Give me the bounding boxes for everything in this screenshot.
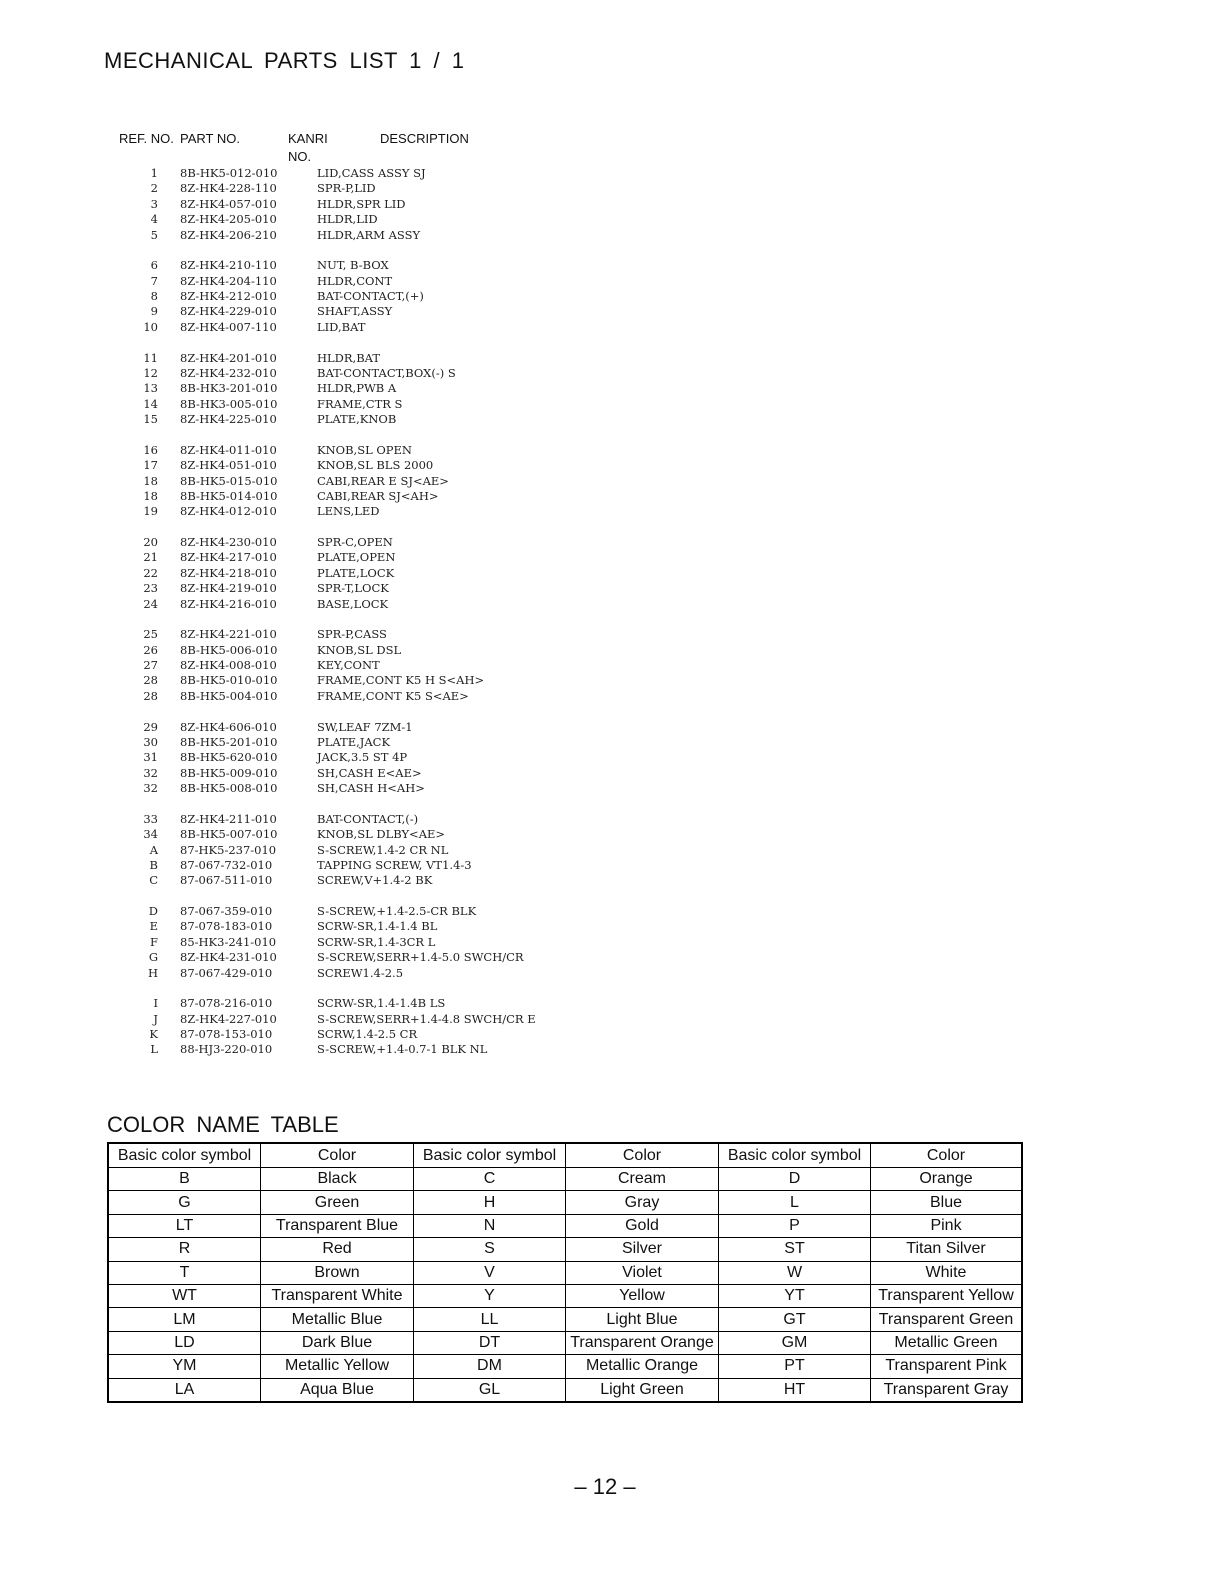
color-symbol-cell: N xyxy=(414,1214,566,1237)
part-no: 87-HK5-237-010 xyxy=(180,842,277,857)
color-name-cell: Aqua Blue xyxy=(261,1378,414,1402)
color-name-cell: Gray xyxy=(566,1191,719,1214)
part-no: 8Z-HK4-204-110 xyxy=(180,273,277,288)
description: HLDR,ARM ASSY xyxy=(317,227,421,242)
color-symbol-cell: DT xyxy=(414,1331,566,1354)
color-name-cell: Orange xyxy=(871,1168,1023,1191)
part-no: 8Z-HK4-228-110 xyxy=(180,181,277,196)
color-name-cell: Green xyxy=(261,1191,414,1214)
part-no: 8Z-HK4-212-010 xyxy=(180,289,277,304)
page-number: – 12 – xyxy=(574,1474,636,1499)
description: SH,CASH E<AE> xyxy=(317,765,422,780)
part-no: 8Z-HK4-217-010 xyxy=(180,550,277,565)
ref-no: 2 xyxy=(150,181,158,196)
color-symbol-cell: WT xyxy=(108,1284,261,1307)
description: HLDR,CONT xyxy=(317,273,393,288)
color-name-cell: Pink xyxy=(871,1214,1023,1237)
part-no: 8Z-HK4-229-010 xyxy=(180,304,277,319)
ref-no: 11 xyxy=(143,350,158,365)
part-no: 8Z-HK4-201-010 xyxy=(180,350,277,365)
ref-no: 32 xyxy=(143,765,158,780)
ref-no: 33 xyxy=(143,811,158,826)
part-no: 8Z-HK4-219-010 xyxy=(180,581,277,596)
color-symbol-cell: PT xyxy=(719,1355,871,1378)
color-symbol-cell: B xyxy=(108,1168,261,1191)
description: BAT-CONTACT,BOX(-) S xyxy=(317,365,456,380)
color-name-cell: Transparent White xyxy=(261,1284,414,1307)
part-no: 87-067-732-010 xyxy=(180,857,273,872)
description: SH,CASH H<AH> xyxy=(317,781,425,796)
ref-no: 14 xyxy=(143,396,158,411)
color-symbol-cell: H xyxy=(414,1191,566,1214)
ref-no: 5 xyxy=(150,227,158,242)
description: S-SCREW,SERR+1.4-4.8 SWCH/CR E xyxy=(317,1011,536,1026)
part-no: 8Z-HK4-012-010 xyxy=(180,504,277,519)
part-no: 8B-HK5-014-010 xyxy=(180,488,278,503)
color-table-row xyxy=(108,1214,1022,1237)
ref-no: F xyxy=(150,934,158,949)
description: KNOB,SL OPEN xyxy=(317,442,412,457)
ref-no: 1 xyxy=(150,166,158,180)
ref-no: C xyxy=(149,873,158,888)
description: FRAME,CONT K5 S<AE> xyxy=(317,688,469,703)
color-symbol-cell: GM xyxy=(719,1331,871,1354)
color-symbol-cell: V xyxy=(414,1261,566,1284)
description: PLATE,LOCK xyxy=(317,565,395,580)
color-symbol-cell: YT xyxy=(719,1284,871,1307)
ref-no: 34 xyxy=(143,827,158,842)
color-symbol-cell: ST xyxy=(719,1238,871,1261)
color-symbol-cell: GL xyxy=(414,1378,566,1402)
description: CABI,REAR E SJ<AE> xyxy=(317,473,449,488)
part-no: 8B-HK3-005-010 xyxy=(180,396,278,411)
kanri-header: KANRI xyxy=(288,131,328,146)
part-no: 8B-HK5-004-010 xyxy=(180,688,278,703)
ref-no: 28 xyxy=(143,688,158,703)
part-no: 8Z-HK4-205-010 xyxy=(180,212,277,227)
ref-no: G xyxy=(148,950,158,965)
header-color: Color xyxy=(261,1143,414,1168)
color-table-row xyxy=(108,1238,1022,1261)
color-symbol-cell: L xyxy=(719,1191,871,1214)
ref-no: 22 xyxy=(143,565,158,580)
part-no: 8Z-HK4-225-010 xyxy=(180,412,277,427)
part-no: 8Z-HK4-011-010 xyxy=(180,442,277,457)
part-no: 8Z-HK4-232-010 xyxy=(180,365,277,380)
kanri-no-header: NO. xyxy=(288,149,312,164)
description: KNOB,SL BLS 2000 xyxy=(317,458,434,473)
description: TAPPING SCREW, VT1.4-3 xyxy=(317,857,472,872)
color-name-cell: Transparent Green xyxy=(871,1308,1023,1331)
color-name-cell: Light Green xyxy=(566,1378,719,1402)
description: FRAME,CTR S xyxy=(317,396,403,411)
ref-no: 8 xyxy=(150,289,158,304)
description: HLDR,LID xyxy=(317,212,378,227)
header-basic-color-symbol: Basic color symbol xyxy=(108,1143,261,1168)
color-table-row xyxy=(108,1261,1022,1284)
ref-no: 18 xyxy=(143,488,158,503)
part-no: 87-067-429-010 xyxy=(180,965,273,980)
description: SPR-P,CASS xyxy=(317,627,387,642)
color-symbol-cell: DM xyxy=(414,1355,566,1378)
part-no: 85-HK3-241-010 xyxy=(180,934,277,949)
color-symbol-cell: Y xyxy=(414,1284,566,1307)
color-name-cell: Violet xyxy=(566,1261,719,1284)
part-no: 8Z-HK4-216-010 xyxy=(180,596,277,611)
color-table-header-row xyxy=(108,1143,1022,1168)
color-table-body xyxy=(108,1168,1022,1402)
description: BASE,LOCK xyxy=(317,596,389,611)
part-no: 8Z-HK4-211-010 xyxy=(180,811,277,826)
color-name-cell: Yellow xyxy=(566,1284,719,1307)
part-no: 87-067-359-010 xyxy=(180,904,273,918)
color-name-cell: Metallic Green xyxy=(871,1331,1023,1354)
description: SCRW,1.4-2.5 CR xyxy=(317,1027,418,1042)
description: SPR-C,OPEN xyxy=(317,535,393,549)
color-symbol-cell: P xyxy=(719,1214,871,1237)
description: SPR-T,LOCK xyxy=(317,581,389,596)
header-basic-color-symbol: Basic color symbol xyxy=(719,1143,871,1168)
ref-no: 25 xyxy=(143,627,158,642)
part-no: 8Z-HK4-606-010 xyxy=(180,719,277,734)
color-symbol-cell: D xyxy=(719,1168,871,1191)
ref-no: D xyxy=(148,904,158,918)
description: SCREW1.4-2.5 xyxy=(317,965,404,980)
color-name-cell: Black xyxy=(261,1168,414,1191)
part-no: 8B-HK5-015-010 xyxy=(180,473,278,488)
color-name-cell: Transparent Yellow xyxy=(871,1284,1023,1307)
ref-no: 9 xyxy=(150,304,158,319)
color-symbol-cell: LT xyxy=(108,1214,261,1237)
color-symbol-cell: LA xyxy=(108,1378,261,1402)
description: SCRW-SR,1.4-3CR L xyxy=(317,934,436,949)
description: KEY,CONT xyxy=(317,658,380,673)
color-table-row xyxy=(108,1284,1022,1307)
ref-no: 29 xyxy=(143,719,158,734)
color-symbol-cell: GT xyxy=(719,1308,871,1331)
ref-no: 26 xyxy=(143,642,158,657)
color-symbol-cell: LD xyxy=(108,1331,261,1354)
description: LID,BAT xyxy=(317,319,366,334)
ref-no: 19 xyxy=(143,504,158,519)
ref-no: 31 xyxy=(143,750,158,765)
color-name-cell: Brown xyxy=(261,1261,414,1284)
ref-no: 27 xyxy=(143,658,158,673)
part-no: 8B-HK5-010-010 xyxy=(180,673,278,688)
ref-no: J xyxy=(153,1011,158,1026)
part-no: 8Z-HK4-231-010 xyxy=(180,950,277,965)
description: LID,CASS ASSY SJ xyxy=(317,166,426,180)
color-name-table xyxy=(107,1142,1023,1403)
ref-no: 10 xyxy=(143,319,158,334)
part-no: 8B-HK5-006-010 xyxy=(180,642,278,657)
ref-no: 6 xyxy=(150,258,158,273)
ref-no: 24 xyxy=(143,596,158,611)
color-name-cell: Metallic Yellow xyxy=(261,1355,414,1378)
color-table-row xyxy=(108,1378,1022,1402)
color-symbol-cell: R xyxy=(108,1238,261,1261)
page-title: MECHANICAL PARTS LIST 1 / 1 xyxy=(104,48,465,73)
ref-no: L xyxy=(150,1042,158,1057)
description-header: DESCRIPTION xyxy=(380,131,469,146)
part-no: 8Z-HK4-008-010 xyxy=(180,658,277,673)
description: S-SCREW,+1.4-2.5-CR BLK xyxy=(317,904,477,918)
color-symbol-cell: YM xyxy=(108,1355,261,1378)
description: HLDR,SPR LID xyxy=(317,196,406,211)
color-symbol-cell: HT xyxy=(719,1378,871,1402)
part-no: 8Z-HK4-218-010 xyxy=(180,565,277,580)
header-basic-color-symbol: Basic color symbol xyxy=(414,1143,566,1168)
color-name-cell: Blue xyxy=(871,1191,1023,1214)
color-name-cell: Cream xyxy=(566,1168,719,1191)
ref-no: 12 xyxy=(143,365,158,380)
color-table-row xyxy=(108,1331,1022,1354)
color-name-cell: Dark Blue xyxy=(261,1331,414,1354)
ref-no: A xyxy=(149,842,158,857)
ref-no: 30 xyxy=(143,734,158,749)
ref-no: 13 xyxy=(143,381,158,396)
color-name-cell: Transparent Gray xyxy=(871,1378,1023,1402)
color-symbol-cell: C xyxy=(414,1168,566,1191)
description: S-SCREW,1.4-2 CR NL xyxy=(317,842,449,857)
color-name-cell: Light Blue xyxy=(566,1308,719,1331)
part-no: 8Z-HK4-210-110 xyxy=(180,258,277,273)
description: CABI,REAR SJ<AH> xyxy=(317,488,439,503)
color-table-row xyxy=(108,1191,1022,1214)
part-no: 87-067-511-010 xyxy=(180,873,273,888)
color-name-cell: Red xyxy=(261,1238,414,1261)
description: KNOB,SL DLBY<AE> xyxy=(317,827,446,842)
part-no: 87-078-216-010 xyxy=(180,996,273,1011)
ref-no: I xyxy=(153,996,158,1011)
description: LENS,LED xyxy=(317,504,380,519)
description: PLATE,JACK xyxy=(317,734,391,749)
description: HLDR,PWB A xyxy=(317,381,397,396)
part-no: 8B-HK5-009-010 xyxy=(180,765,278,780)
header-color: Color xyxy=(871,1143,1023,1168)
color-name-cell: Transparent Blue xyxy=(261,1214,414,1237)
description: S-SCREW,SERR+1.4-5.0 SWCH/CR xyxy=(317,950,524,965)
part-no: 88-HJ3-220-010 xyxy=(180,1042,273,1057)
description: KNOB,SL DSL xyxy=(317,642,402,657)
description: SCREW,V+1.4-2 BK xyxy=(317,873,433,888)
color-symbol-cell: G xyxy=(108,1191,261,1214)
color-symbol-cell: W xyxy=(719,1261,871,1284)
ref-no: 7 xyxy=(150,273,158,288)
part-no: 87-078-183-010 xyxy=(180,919,273,934)
header-color: Color xyxy=(566,1143,719,1168)
color-name-cell: Gold xyxy=(566,1214,719,1237)
description: SHAFT,ASSY xyxy=(317,304,393,319)
color-name-cell: White xyxy=(871,1261,1023,1284)
part-no: 87-078-153-010 xyxy=(180,1027,273,1042)
color-table-row xyxy=(108,1168,1022,1191)
ref-no: 17 xyxy=(143,458,158,473)
color-name-cell: Transparent Pink xyxy=(871,1355,1023,1378)
part-no: 8B-HK5-007-010 xyxy=(180,827,278,842)
description: JACK,3.5 ST 4P xyxy=(317,750,408,765)
part-no: 8Z-HK4-007-110 xyxy=(180,319,277,334)
description: S-SCREW,+1.4-0.7-1 BLK NL xyxy=(317,1042,488,1057)
part-no: 8B-HK3-201-010 xyxy=(180,381,278,396)
ref-no: 4 xyxy=(150,212,158,227)
part-no: 8Z-HK4-221-010 xyxy=(180,627,277,642)
ref-no: H xyxy=(147,965,158,980)
part-no: 8B-HK5-012-010 xyxy=(180,166,278,180)
part-no: 8Z-HK4-051-010 xyxy=(180,458,277,473)
color-symbol-cell: S xyxy=(414,1238,566,1261)
color-symbol-cell: LM xyxy=(108,1308,261,1331)
color-table-row xyxy=(108,1355,1022,1378)
description: FRAME,CONT K5 H S<AH> xyxy=(317,673,485,688)
color-table-title: COLOR NAME TABLE xyxy=(107,1112,339,1137)
ref-no: 15 xyxy=(143,412,158,427)
description: PLATE,OPEN xyxy=(317,550,396,565)
color-symbol-cell: T xyxy=(108,1261,261,1284)
ref-no: B xyxy=(149,857,158,872)
color-table-row xyxy=(108,1308,1022,1331)
description: NUT, B-BOX xyxy=(317,258,389,273)
ref-no: E xyxy=(149,919,158,934)
ref-no: 32 xyxy=(143,781,158,796)
ref-no: 3 xyxy=(150,196,158,211)
color-symbol-cell: LL xyxy=(414,1308,566,1331)
description: BAT-CONTACT,(-) xyxy=(317,811,419,826)
ref-no: 21 xyxy=(143,550,158,565)
ref-no: 23 xyxy=(143,581,158,596)
part-no-header: PART NO. xyxy=(180,131,240,146)
ref-no: 28 xyxy=(143,673,158,688)
description: SW,LEAF 7ZM-1 xyxy=(317,719,413,734)
color-name-cell: Metallic Orange xyxy=(566,1355,719,1378)
color-name-cell: Metallic Blue xyxy=(261,1308,414,1331)
part-no: 8Z-HK4-230-010 xyxy=(180,535,277,549)
description: SCRW-SR,1.4-1.4 BL xyxy=(317,919,438,934)
part-no: 8B-HK5-201-010 xyxy=(180,734,278,749)
description: SPR-P,LID xyxy=(317,181,376,196)
ref-no: 18 xyxy=(143,473,158,488)
ref-no-header: REF. NO. xyxy=(119,131,174,146)
description: PLATE,KNOB xyxy=(317,412,397,427)
color-name-cell: Silver xyxy=(566,1238,719,1261)
part-no: 8Z-HK4-227-010 xyxy=(180,1011,277,1026)
description: SCRW-SR,1.4-1.4B LS xyxy=(317,996,446,1011)
description: BAT-CONTACT,(+) xyxy=(317,289,424,304)
color-name-cell: Transparent Orange xyxy=(566,1331,719,1354)
part-no: 8B-HK5-008-010 xyxy=(180,781,278,796)
description: HLDR,BAT xyxy=(317,350,380,365)
ref-no: K xyxy=(149,1027,158,1042)
ref-no: 20 xyxy=(143,535,158,549)
ref-no: 16 xyxy=(143,442,158,457)
part-no: 8Z-HK4-057-010 xyxy=(180,196,277,211)
color-name-cell: Titan Silver xyxy=(871,1238,1023,1261)
part-no: 8Z-HK4-206-210 xyxy=(180,227,277,242)
part-no: 8B-HK5-620-010 xyxy=(180,750,278,765)
